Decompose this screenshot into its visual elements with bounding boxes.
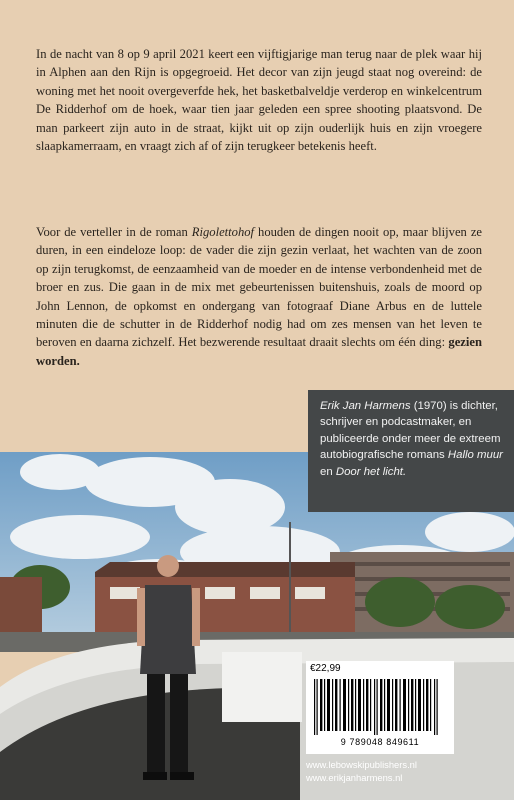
barcode-box: [306, 661, 454, 754]
price-label: €22,99: [310, 663, 341, 674]
publisher-url[interactable]: www.lebowskipublishers.nl: [306, 759, 417, 770]
blurb-emphasis: gezien worden.: [36, 335, 482, 368]
blurb-paragraph-2: [36, 223, 482, 370]
book-title: Rigolettohof: [191, 225, 255, 239]
barcode: [312, 679, 448, 735]
book-title: Hallo muur: [447, 449, 503, 462]
blurb-text: Voor de verteller in de roman: [36, 225, 192, 239]
bio-text: is dichter, schrijver en podcastmaker, en publiceerde onder meer de extreem autobiografische romans: [320, 400, 501, 462]
author-url[interactable]: www.erikjanharmens.nl: [306, 772, 403, 783]
row-houses: [95, 572, 355, 637]
author-bio-box: [308, 390, 514, 512]
concrete-block: [222, 652, 302, 722]
house-left: [0, 577, 42, 632]
bio-text: en: [320, 465, 336, 478]
book-title: Door het licht.: [335, 465, 407, 478]
blurb-paragraph-1: In de nacht van 8 op 9 april 2021 keert een vijftigjarige man terug naar de plek waar hij in Alphen aan den Rijn is opgegroeid. Het decor van zijn jeugd staat nog overeind: de woning met het nooit overgeverfde hek, het basketbalveldje verderop en winkelcentrum De Ridderhof om de hoek, waar tien jaar geleden een spree shooting plaatsvond. De man parkeert zijn auto in de straat, kijkt uit op zijn ouderlijk huis en zijn vroegere slaapkamerraam, en vraagt zich af of zijn terugkeer betekenis heeft.: [36, 47, 482, 154]
author-name: Erik Jan Harmens: [320, 400, 411, 412]
blurb-text: houden de dingen nooit op, maar blijven ze duren, in een eindeloze loop: de vader die zijn gezin verlaat, het wachten van de zoon op zijn terugkomst, de eenzaamheid van de moeder en de intense verbondenheid met de broer en zus. Die gaan in de mix met gebeurtenissen buitenshuis, zoals de moord op John Lennon, de opkomst en ondergang van fotograaf Diane Arbus en de luttele minuten die de schutter in de Ridderhof nodig had om zes mensen van het leven te beroven en daarna zichzelf. Het bezwerende resultaat draait slechts om één ding:: [36, 225, 482, 350]
website-links: [306, 758, 417, 784]
isbn-number: 9 789048 849611: [340, 737, 420, 747]
author-year: (1970): [410, 400, 447, 412]
